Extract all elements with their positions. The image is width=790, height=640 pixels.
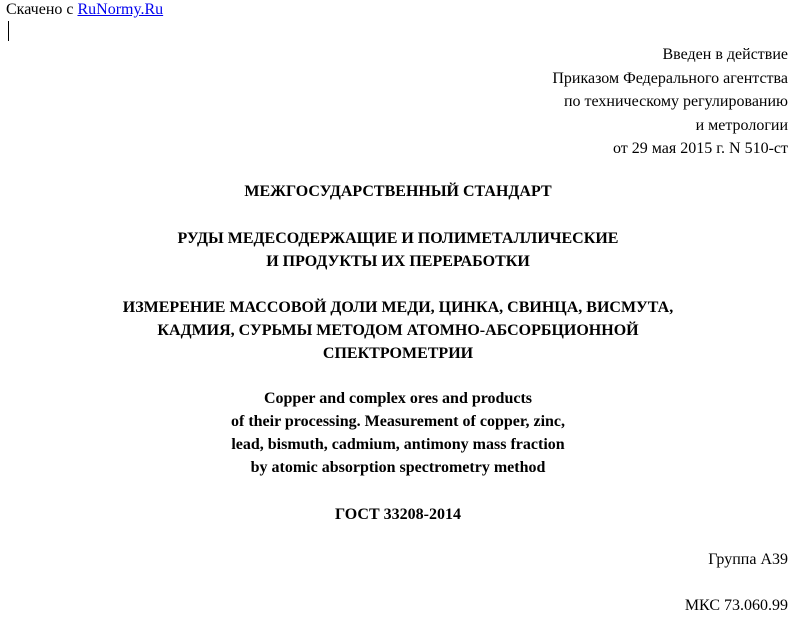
- title-ru-line: СПЕКТРОМЕТРИИ: [322, 345, 474, 362]
- standard-heading: [0, 180, 790, 203]
- standard-heading-text: МЕЖГОСУДАРСТВЕННЫЙ СТАНДАРТ: [244, 183, 552, 200]
- title-en-line: of their processing. Measurement of copper, zinc,: [230, 413, 566, 430]
- enactment-note: [552, 43, 788, 161]
- text-cursor: [8, 21, 9, 41]
- title-ru-ores: [0, 227, 790, 273]
- title-ru-line: ИЗМЕРЕНИЕ МАССОВОЙ ДОЛИ МЕДИ, ЦИНКА, СВИНЦА, ВИСМУТА,: [122, 299, 674, 316]
- gost-number: [0, 503, 790, 526]
- title-ru-measurement: [0, 296, 790, 365]
- title-ru-line: РУДЫ МЕДЕСОДЕРЖАЩИЕ И ПОЛИМЕТАЛЛИЧЕСКИЕ: [177, 230, 619, 247]
- title-ru-line: И ПРОДУКТЫ ИХ ПЕРЕРАБОТКИ: [266, 253, 530, 270]
- enactment-line: и метрологии: [695, 116, 788, 134]
- enactment-line: от 29 мая 2015 г. N 510-ст: [613, 140, 788, 157]
- mks-code: МКС 73.060.99: [684, 597, 788, 614]
- gost-number-text: ГОСТ 33208-2014: [335, 506, 461, 523]
- enactment-line: Введен в действие: [662, 46, 788, 63]
- title-en-line: Copper and complex ores and products: [263, 390, 533, 407]
- group-code: Группа А39: [708, 551, 788, 568]
- title-en-line: by atomic absorption spectrometry method: [250, 459, 546, 476]
- title-en-line: lead, bismuth, cadmium, antimony mass fraction: [231, 436, 565, 453]
- source-prefix: Скачено с: [6, 1, 78, 18]
- title-ru-line: КАДМИЯ, СУРЬМЫ МЕТОДОМ АТОМНО-АБСОРБЦИОННОЙ: [157, 322, 639, 339]
- source-line: [6, 0, 163, 20]
- title-english: [0, 387, 790, 479]
- enactment-line: по техническому регулированию: [563, 93, 788, 110]
- runormy-link[interactable]: RuNormy.Ru: [77, 1, 164, 18]
- enactment-line: Приказом Федерального агентства: [552, 69, 788, 87]
